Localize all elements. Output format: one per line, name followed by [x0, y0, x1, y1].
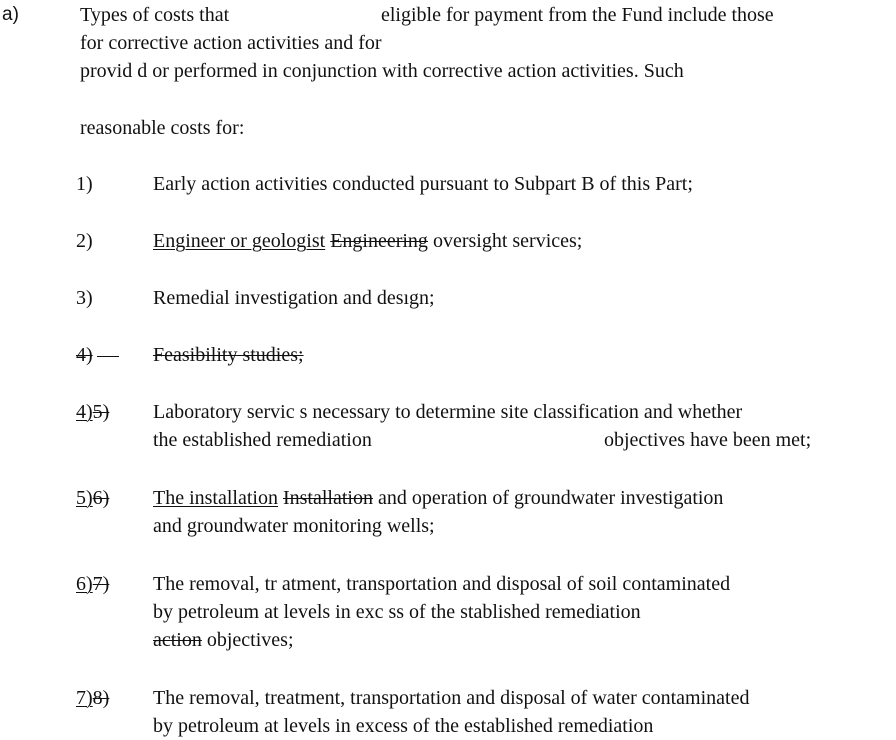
inserted-text: The installation [153, 487, 278, 509]
item-number-4: 4)5) [76, 401, 110, 423]
deleted-text: Engineering [330, 230, 428, 252]
item-4-line-1: Laboratory servic s necessary to determine site classification and whether [153, 401, 743, 423]
strike-dash [97, 356, 119, 357]
item-number-5: 5)6) [76, 487, 110, 509]
deleted-text: Installation [282, 487, 373, 509]
item-5-line-2: and groundwater monitoring wells; [153, 515, 435, 537]
item-text: objectives; [206, 629, 294, 651]
item-7-line-1: The removal, treatment, transportation and disposal of water contaminated [153, 687, 750, 709]
item-5-line-1 [153, 486, 723, 510]
item-number-1: 1) [76, 173, 93, 195]
deleted-text: action [153, 629, 202, 651]
item-text: and operation of groundwater investigation [377, 487, 724, 509]
intro-line-2: for corrective action activities and for [80, 32, 382, 54]
item-4-line-2a: the established remediation [153, 429, 372, 451]
item-7-line-2: by petroleum at levels in excess of the established remediation [153, 715, 654, 737]
item-text-3: Remedial investigation and desıgn; [153, 287, 435, 309]
intro-line-4: reasonable costs for: [80, 117, 245, 139]
item-number-6: 6)7) [76, 573, 110, 595]
item-4-line-2b: objectives have been met; [604, 429, 812, 451]
item-number-2: 2) [76, 230, 93, 252]
deleted-item-text: Feasibility studies; [153, 344, 304, 366]
deleted-item-number: 4) [76, 343, 119, 367]
item-line-2 [153, 229, 582, 253]
item-text-1: Early action activities conducted pursuant to Subpart B of this Part; [153, 173, 693, 195]
intro-line-1b: eligible for payment from the Fund include those [381, 4, 774, 26]
item-6-line-1: The removal, tr atment, transportation and disposal of soil contaminated [153, 573, 731, 595]
item-number-3: 3) [76, 287, 93, 309]
item-6-line-3 [153, 628, 294, 652]
intro-line-1a: Types of costs that [80, 4, 230, 26]
inserted-text: Engineer or geologist [153, 230, 326, 252]
section-label: a) [2, 4, 19, 25]
intro-line-3: provid d or performed in conjunction with corrective action activities. Such [80, 60, 684, 82]
item-text: oversight services; [432, 230, 583, 252]
item-number-7: 7)8) [76, 687, 110, 709]
item-6-line-2: by petroleum at levels in exc ss of the stablished remediation [153, 601, 641, 623]
